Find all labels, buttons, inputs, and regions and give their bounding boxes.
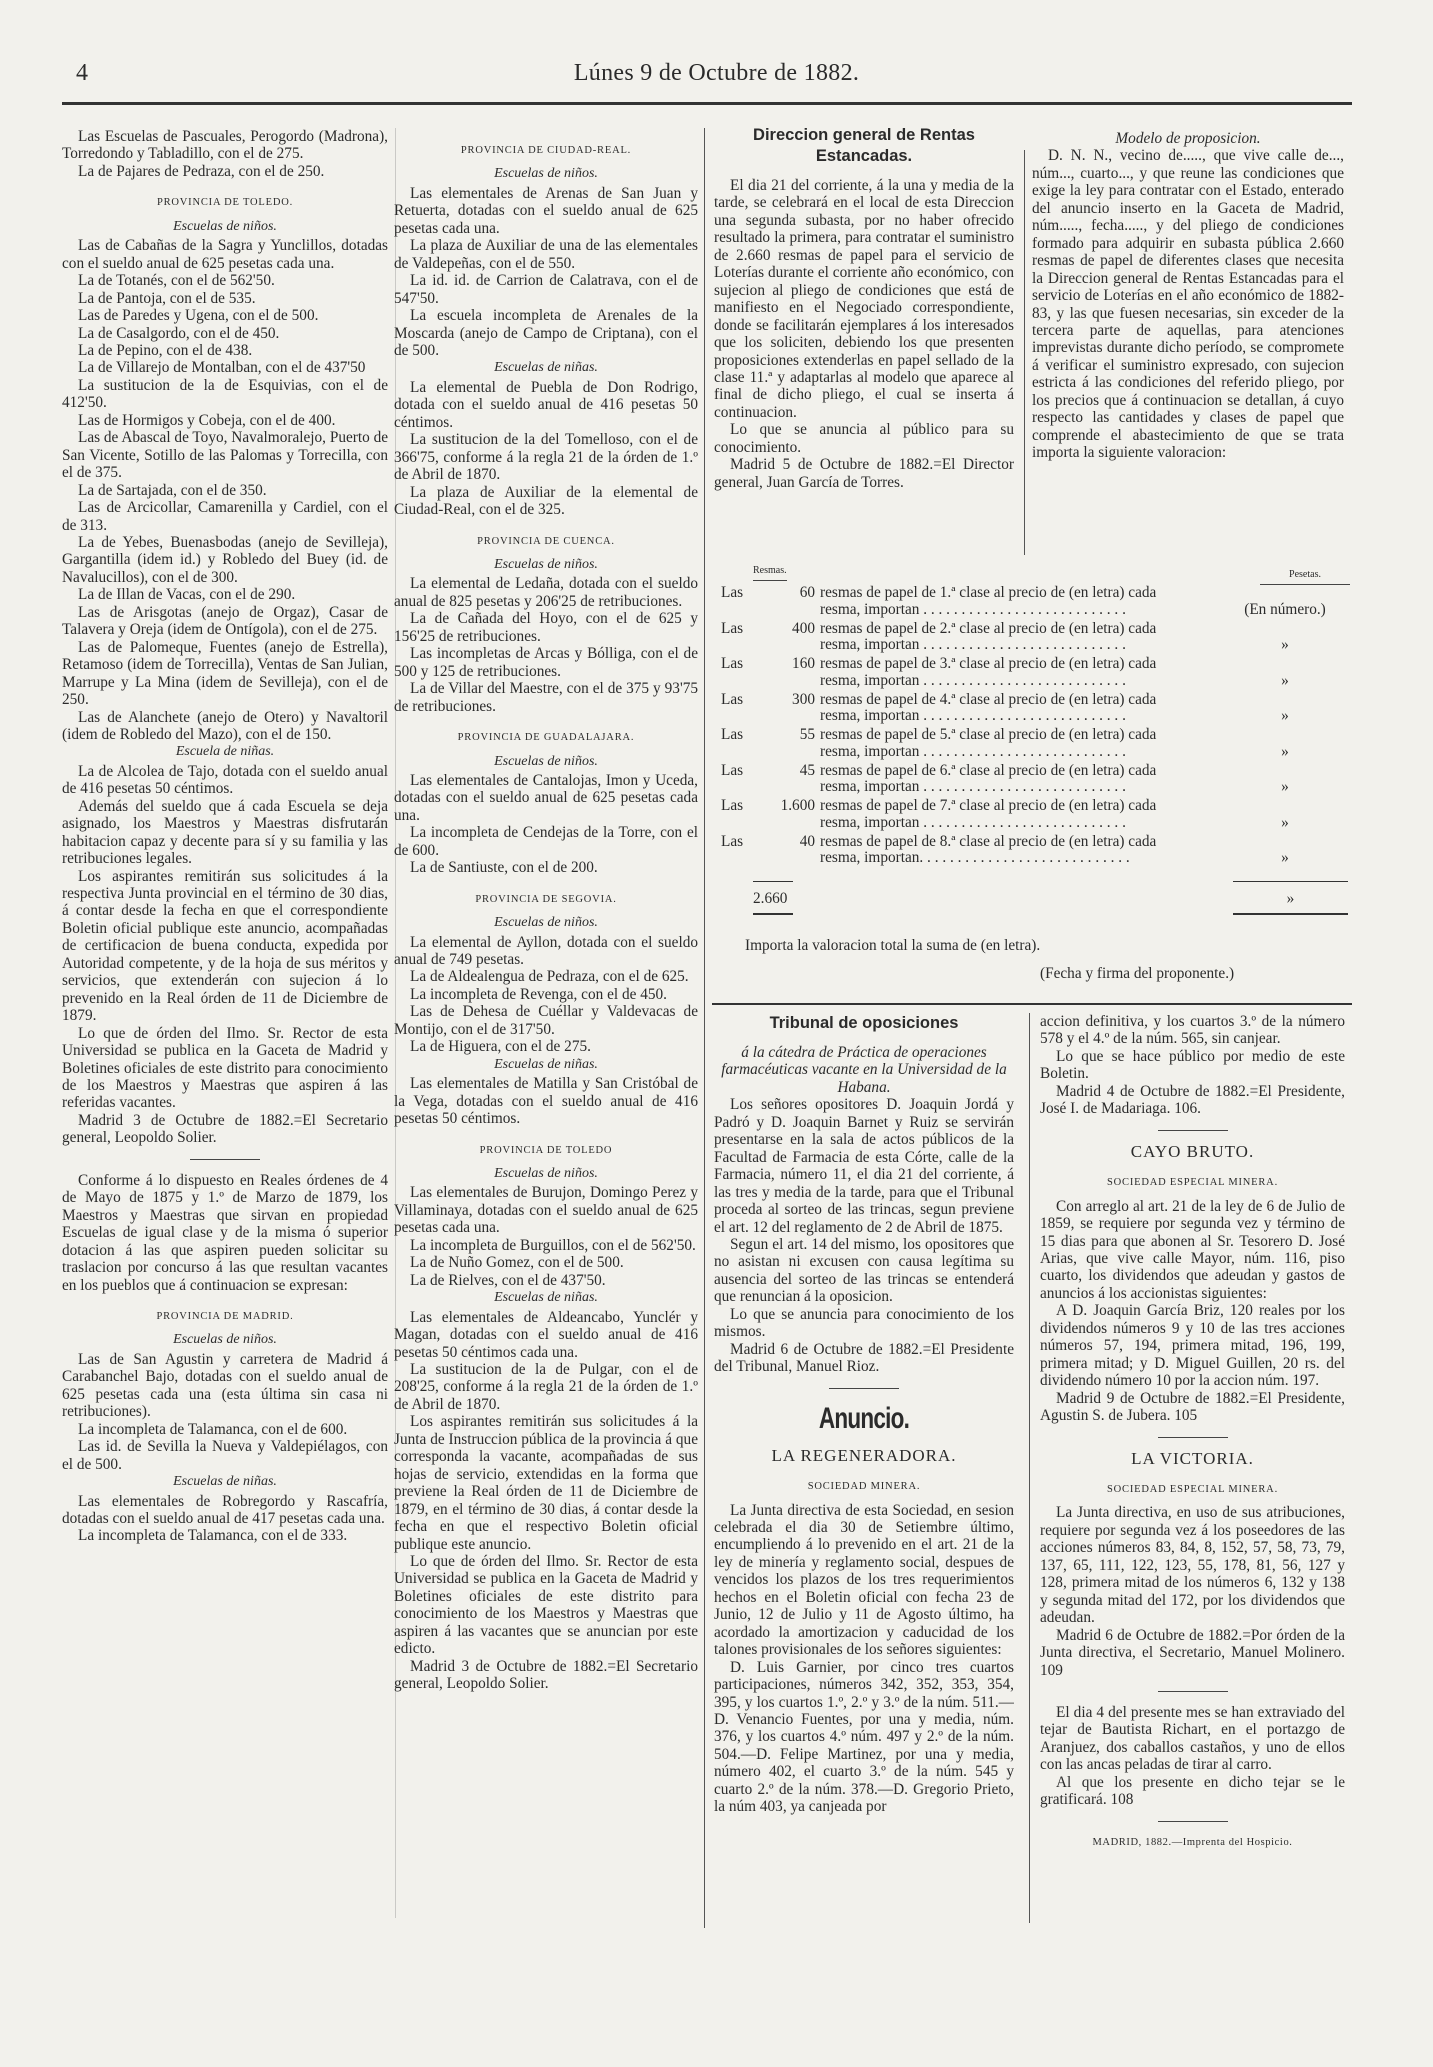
signature-line: (Fecha y firma del proponente.) <box>1040 965 1235 982</box>
paragraph: Madrid 3 de Octubre de 1882.=El Secretario general, Leopoldo Solier. <box>394 1657 698 1693</box>
row-las: Las <box>721 832 744 850</box>
row-qty: 40 <box>799 832 815 850</box>
row-amt: » <box>1281 671 1289 689</box>
paragraph: Las de Arcicollar, Camarenilla y Cardiel, con el de 313. <box>62 499 388 534</box>
paragraph: La de Nuño Gomez, con el de 500. <box>410 1254 624 1272</box>
paragraph: Las incompletas de Arcas y Bólliga, con el de 500 y 125 de retribuciones. <box>394 645 698 680</box>
paragraph: Los aspirantes remitirán sus solicitudes á la respectiva Junta provincial en el término de 30 dias, á contar desde la fecha en que el correspondiente Boletin oficial publique este anuncio, acompañadas de certificacion de buena conducta, expedida por Autoridad competente, y de la hoja de sus méritos y servicios, que extenderán con sujecion á lo prevenido en la Real órden de 11 de Diciembre de 1879. <box>62 867 388 1025</box>
section-heading: PROVINCIA DE CUENCA. <box>477 535 615 547</box>
section-heading: SOCIEDAD ESPECIAL MINERA. <box>1107 1483 1278 1495</box>
paragraph: La de Cañada del Hoyo, con el de 625 y 156'25 de retribuciones. <box>394 610 698 645</box>
valuation-table <box>715 563 1355 983</box>
total-rule <box>753 881 793 882</box>
notice-title: LA VICTORIA. <box>1131 1448 1254 1468</box>
row-desc2: resma, importan . . . . . . . . . . . . . . . . . . . . . . . . . . . <box>820 637 1126 654</box>
separator-rule <box>1158 1437 1228 1438</box>
paragraph: Madrid 5 de Octubre de 1882.=El Director general, Juan García de Torres. <box>714 456 1014 491</box>
row-desc2: resma, importan . . . . . . . . . . . . . . . . . . . . . . . . . . . <box>820 743 1126 760</box>
row-las: Las <box>721 690 744 708</box>
paragraph: La elemental de Ledaña, dotada con el sueldo anual de 825 pesetas y 206'25 de retribuciones. <box>394 575 698 610</box>
paragraph: Las id. de Sevilla la Nueva y Valdepiélagos, con el de 500. <box>62 1438 388 1473</box>
paragraph: Las elementales de Robregordo y Rascafría, dotadas con el sueldo anual de 417 pesetas cada una. <box>62 1492 388 1527</box>
separator-rule <box>1158 1821 1228 1822</box>
header-rule <box>62 102 1352 105</box>
notice-title: LA REGENERADORA. <box>771 1445 957 1465</box>
column-2 <box>394 128 698 1928</box>
paragraph: La de Higuera, con el de 275. <box>410 1038 591 1056</box>
row-desc2: resma, importan . . . . . . . . . . . . . . . . . . . . . . . . . . . <box>820 601 1126 618</box>
column-3-top <box>714 125 1014 555</box>
separator-rule <box>829 1388 899 1389</box>
row-amt: (En número.) <box>1244 600 1326 618</box>
issue-date-title: Lúnes 9 de Octubre de 1882. <box>573 60 860 86</box>
row-qty: 300 <box>792 690 815 708</box>
row-las: Las <box>721 761 744 779</box>
section-rule <box>712 1003 1352 1005</box>
column-4-bottom <box>1040 1013 1345 1933</box>
paragraph: Las de Hormigos y Cobeja, con el de 400. <box>78 411 336 429</box>
paragraph: La de Sartajada, con el de 350. <box>78 481 267 499</box>
paragraph: A D. Joaquin García Briz, 120 reales por los dividendos números 9 y 10 de las tres acciones números 57, 194, primera mitad, 196, 199, primera mitad; y D. Miguel Guillen, 20 rs. del dividendo número 10 por la accion núm. 197. <box>1040 1302 1345 1390</box>
paragraph: Las de Alanchete (anejo de Otero) y Navaltoril (idem de Robledo del Mazo), con el de 150. <box>62 708 388 743</box>
paragraph: La de Rielves, con el de 437'50. <box>410 1271 606 1289</box>
paragraph: Madrid 6 de Octubre de 1882.=El Presidente del Tribunal, Manuel Rioz. <box>714 1340 1014 1376</box>
paragraph: La de Alcolea de Tajo, dotada con el sueldo anual de 416 pesetas 50 céntimos. <box>62 762 388 798</box>
paragraph: La Junta directiva, en uso de sus atribuciones, requiere por segunda vez á los poseedores de las acciones números 83, 84, 8, 152, 57, 58, 73, 79, 137, 65, 111, 122, 123, 55, 178, 81, 56, 127 y 128, primera mitad de los números 6, 132 y 138 y segunda mitad del 172, por los dividendos que adeudan. <box>1040 1504 1345 1627</box>
paragraph: Lo que se anuncia para conocimiento de los mismos. <box>714 1305 1014 1341</box>
row-desc: resmas de papel de 1.ª clase al precio de (en letra) cada <box>820 584 1157 601</box>
notice-subtitle: á la cátedra de Práctica de operaciones farmacéuticas vacante en la Universidad de la Habana. <box>721 1044 1007 1096</box>
row-las: Las <box>721 726 744 743</box>
row-desc: resmas de papel de 8.ª clase al precio de (en letra) cada <box>820 832 1157 850</box>
column-divider <box>704 128 705 1928</box>
paragraph: Las elementales de Matilla y San Cristóbal de la Vega, dotadas con el sueldo anual de 416 pesetas 50 céntimos. <box>394 1075 698 1128</box>
section-heading: SOCIEDAD ESPECIAL MINERA. <box>1107 1177 1278 1189</box>
paragraph: La de Pantoja, con el de 535. <box>78 289 256 307</box>
total-text: Importa la valoracion total la suma de (en letra). <box>745 937 1041 954</box>
paragraph: La Junta directiva de esta Sociedad, en sesion celebrada el dia 30 de Setiembre último, encumpliendo á lo prevenido en el art. 21 de la ley de minería y reglamento social, despues de vencidos los plazos de los tres requerimientos hechos en el Boletin oficial con fecha 23 de Junio, 12 de Julio y 11 de Agosto último, ha acordado la amortizacion y caducidad de los talones provisionales de los señores siguientes: <box>714 1501 1014 1659</box>
subheading: Escuelas de niños. <box>173 1332 277 1348</box>
page-number: 4 <box>76 60 88 86</box>
section-heading: PROVINCIA DE MADRID. <box>156 1311 294 1322</box>
paragraph: Lo que se hace público por medio de este Boletin. <box>1040 1047 1345 1083</box>
paragraph: La sustitucion de la de Esquivias, con el de 412'50. <box>62 376 388 412</box>
paragraph: La elemental de Ayllon, dotada con el sueldo anual de 749 pesetas. <box>394 933 698 969</box>
paragraph: Las elementales de Cantalojas, Imon y Uceda, dotadas con el sueldo anual de 625 pesetas cada una. <box>394 771 698 824</box>
paragraph: Las de Cabañas de la Sagra y Yunclillos, dotadas con el sueldo anual de 625 pesetas cada una. <box>62 237 388 272</box>
paragraph: Las de Arisgotas (anejo de Orgaz), Casar de Talavera y Oreja (idem de Ontígola), con el de 275. <box>62 603 388 639</box>
notice-title: Direccion general de Rentas Estancadas. <box>753 126 975 165</box>
separator-rule <box>1158 1691 1228 1692</box>
total-amount: » <box>1286 890 1295 907</box>
paragraph: La plaza de Auxiliar de la elemental de Ciudad-Real, con el de 325. <box>394 483 698 519</box>
section-heading: SOCIEDAD MINERA. <box>807 1481 921 1493</box>
separator-rule <box>190 1159 260 1160</box>
row-amt: » <box>1281 707 1289 725</box>
paragraph: La elemental de Puebla de Don Rodrigo, dotada con el sueldo anual de 416 pesetas 50 céntimos. <box>394 378 698 431</box>
row-qty: 160 <box>792 655 815 672</box>
subheading: Escuelas de niñas. <box>494 1056 598 1072</box>
paragraph: Las de Palomeque, Fuentes (anejo de Estrella), Retamoso (idem de Torrecilla), Ventas de San Julian, Marrupe y La Mina (idem de Sevilleja), con el de 250. <box>62 638 388 709</box>
amount-rule <box>1233 881 1348 882</box>
paragraph: Las de Paredes y Ugena, con el de 500. <box>78 307 319 325</box>
paragraph: D. N. N., vecino de....., que vive calle de..., núm..., cuarto..., y que reune las condiciones que exige la ley para contratar con el Estado, enterado del anuncio inserto en la Gaceta de Madrid, núm....., fecha....., y del pliego de condiciones formado para adquirir en subasta pública 2.660 resmas de papel de diferentes clases que necesita la Direccion general de Rentas Estancadas para el servicio de Loterías en el año económico de 1882-83, y las que fuesen necesarias, sin exceder de la tercera parte de aquellas, para atenciones imprevistas durante dicho período, se compromete á verificar el suministro expresado, con sujecion estricta á las condiciones del referido pliego, por los precios que á continuacion se detallan, á cuyo respecto las cantidades y clases de papel que comprende el abastecimiento de que se trata importa la siguiente valoracion: <box>1032 147 1344 462</box>
paragraph: Las elementales de Burujon, Domingo Perez y Villaminaya, dotadas con el sueldo anual de 625 pesetas cada una. <box>394 1184 698 1237</box>
paragraph: Lo que de órden del Ilmo. Sr. Rector de esta Universidad se publica en la Gaceta de Madrid y Boletines oficiales de este distrito para conocimiento de los Maestros y Maestras que aspiren á las vacantes que se anuncian por este edicto. <box>394 1552 698 1658</box>
section-heading: PROVINCIA DE CIUDAD-REAL. <box>460 145 632 156</box>
paragraph: La escuela incompleta de Arenales de la Moscarda (anejo de Campo de Criptana), con el de 500. <box>394 307 698 359</box>
subheading: Escuelas de niños. <box>494 166 598 182</box>
subheading: Escuelas de niñas. <box>494 1290 598 1306</box>
paragraph: La de Casalgordo, con el de 450. <box>78 324 280 342</box>
row-desc: resmas de papel de 7.ª clase al precio de (en letra) cada <box>820 797 1157 814</box>
subheading: Escuelas de niñas. <box>173 1474 277 1490</box>
pesetas-header: Pesetas. <box>1260 567 1350 585</box>
paragraph: Además del sueldo que á cada Escuela se deja asignado, los Maestros y Maestras disfrutarán habitacion capaz y decente para sí y su familia y las retribuciones legales. <box>62 797 388 868</box>
row-desc2: resma, importan . . . . . . . . . . . . . . . . . . . . . . . . . . . <box>820 779 1126 796</box>
paragraph: Las de San Agustin y carretera de Madrid á Carabanchel Bajo, dotadas con el sueldo anual de 625 pesetas cada una (esta última sin casa ni retribuciones). <box>62 1350 388 1421</box>
paragraph: Con arreglo al art. 21 de la ley de 6 de Julio de 1859, se requiere por segunda vez y término de 15 dias para que abonen al Sr. Tesorero D. José Arias, que vive calle Mayor, núm. 116, piso cuarto, los dividendos que adeudan y gastos de anuncios á los accionistas siguientes: <box>1040 1197 1345 1302</box>
paragraph: Conforme á lo dispuesto en Reales órdenes de 4 de Mayo de 1875 y 1.º de Marzo de 1879, los Maestros y Maestras que sirvan en propiedad Escuelas de igual clase y de la misma ó superior dotacion á las que aspiren pueden solicitar su traslacion por concurso á las que resultan vacantes en los pueblos que á continuacion se expresan: <box>62 1171 388 1294</box>
column-divider <box>1024 150 1025 555</box>
row-desc2: resma, importan . . . . . . . . . . . . . . . . . . . . . . . . . . . <box>820 708 1126 725</box>
paragraph: La de Santiuste, con el de 200. <box>410 859 598 877</box>
row-las: Las <box>721 584 744 601</box>
subheading: Escuelas de niños. <box>494 753 598 769</box>
subheading: Escuelas de niños. <box>494 1166 598 1182</box>
row-qty: 60 <box>799 584 815 601</box>
row-desc2: resma, importan . . . . . . . . . . . . . . . . . . . . . . . . . . . <box>820 814 1126 831</box>
paragraph: La incompleta de Revenga, con el de 450. <box>410 985 667 1003</box>
paragraph: La de Villarejo de Montalban, con el de 437'50 <box>78 359 366 377</box>
column-4-top <box>1032 130 1344 560</box>
row-desc2: resma, importan . . . . . . . . . . . . . . . . . . . . . . . . . . . <box>820 672 1126 689</box>
row-desc: resmas de papel de 4.ª clase al precio de (en letra) cada <box>820 690 1157 708</box>
row-amt: » <box>1281 849 1289 867</box>
column-1 <box>62 128 388 1928</box>
paragraph: La plaza de Auxiliar de una de las elementales de Valdepeñas, con el de 550. <box>394 237 698 272</box>
row-desc: resmas de papel de 3.ª clase al precio de (en letra) cada <box>820 655 1157 672</box>
row-qty: 400 <box>792 619 815 637</box>
row-las: Las <box>721 797 744 814</box>
paragraph: La de Villar del Maestre, con el de 375 y 93'75 de retribuciones. <box>394 680 698 715</box>
subheading: Escuela de niñas. <box>175 744 275 760</box>
paragraph: La de Pajares de Pedraza, con el de 250. <box>78 162 325 180</box>
paragraph: D. Luis Garnier, por cinco tres cuartos participaciones, números 342, 352, 353, 354, 395, y los cuartos 1.º, 2.º y 3.º de la núm. 511.—D. Venancio Fuentes, por una y media, núm. 376, y los cuartos 4.º núm. 497 y 2.º de la núm. 504.—D. Felipe Martinez, por una y media, número 402, el cuarto 3.º de la núm. 545 y cuarto 2.º de la núm. 378.—D. Gregorio Prieto, la núm 403, ya canjeada por <box>714 1658 1014 1816</box>
row-desc: resmas de papel de 2.ª clase al precio de (en letra) cada <box>820 619 1157 637</box>
paragraph: La id. id. de Carrion de Calatrava, con el de 547'50. <box>394 272 698 307</box>
paragraph: El dia 4 del presente mes se han extraviado del tejar de Bautista Richart, en el portazgo de Aranjuez, dos caballos castaños, y uno de ellos con las ancas peladas de tirar al carro. <box>1040 1703 1345 1774</box>
row-qty: 45 <box>799 761 815 779</box>
announcement-banner: Anuncio. <box>818 1401 910 1435</box>
paragraph: La de Yebes, Buenasbodas (anejo de Sevilleja), Gargantilla (idem id.) y Robledo del Buey (id. de Navalucillos), con el de 300. <box>62 533 388 586</box>
row-amt: » <box>1281 742 1289 760</box>
paragraph: La sustitucion de la de Pulgar, con el de 208'25, conforme á la regla 21 de la órden de 1.º de Abril de 1870. <box>394 1361 698 1413</box>
resmas-header: Resmas. <box>753 563 787 581</box>
row-las: Las <box>721 619 744 637</box>
notice-title: Tribunal de oposiciones <box>769 1014 959 1032</box>
row-las: Las <box>721 655 744 672</box>
paragraph: Madrid 9 de Octubre de 1882.=El Presidente, Agustin S. de Jubera. 105 <box>1040 1389 1345 1425</box>
section-heading: PROVINCIA DE TOLEDO. <box>156 197 294 209</box>
paragraph: Las elementales de Aldeancabo, Yunclér y Magan, dotadas con el sueldo anual de 416 pesetas 50 céntimos cada una. <box>394 1308 698 1361</box>
paragraph: La de Pepino, con el de 438. <box>78 341 253 359</box>
paragraph: Madrid 3 de Octubre de 1882.=El Secretario general, Leopoldo Solier. <box>62 1111 388 1147</box>
subheading: Escuelas de niños. <box>494 556 598 572</box>
row-amt: » <box>1281 813 1289 831</box>
row-desc: resmas de papel de 5.ª clase al precio de (en letra) cada <box>820 726 1157 743</box>
column-3-bottom <box>714 1013 1014 1928</box>
paragraph: Las elementales de Arenas de San Juan y Retuerta, dotadas con el sueldo anual de 625 pesetas cada una. <box>394 184 698 237</box>
paragraph: La incompleta de Burguillos, con el de 562'50. <box>410 1236 696 1254</box>
row-qty: 55 <box>799 726 815 743</box>
paragraph: Segun el art. 14 del mismo, los opositores que no asistan ni excusen con causa legítima su ausencia del sorteo de las trincas se entenderá que renuncian á la oposicion. <box>714 1235 1014 1306</box>
section-heading: PROVINCIA DE GUADALAJARA. <box>457 732 635 744</box>
paragraph: La de Aldealengua de Pedraza, con el de 625. <box>410 968 689 986</box>
row-desc: resmas de papel de 6.ª clase al precio de (en letra) cada <box>820 761 1157 779</box>
paragraph: Lo que se anuncia al público para su conocimiento. <box>714 421 1014 456</box>
section-heading: PROVINCIA DE SEGOVIA. <box>475 893 617 905</box>
paragraph: Las Escuelas de Pascuales, Perogordo (Madrona), Torredondo y Tabladillo, con el de 275. <box>62 128 388 163</box>
notice-subtitle: Modelo de proposicion. <box>1115 130 1261 147</box>
paragraph: La incompleta de Talamanca, con el de 600. <box>78 1420 348 1438</box>
paragraph: La sustitucion de la del Tomelloso, con el de 366'75, conforme á la regla 21 de la órden de 1.º de Abril de 1870. <box>394 431 698 484</box>
paragraph: La de Totanés, con el de 562'50. <box>78 272 275 290</box>
total-quantity: 2.660 <box>753 890 788 907</box>
paragraph: Las de Abascal de Toyo, Navalmoralejo, Puerto de San Vicente, Sotillo de las Palomas y Torrecilla, con el de 375. <box>62 429 388 482</box>
paragraph: Madrid 6 de Octubre de 1882.=Por órden de la Junta directiva, el Secretario, Manuel Molinero. 109 <box>1040 1626 1345 1679</box>
paragraph: La incompleta de Cendejas de la Torre, con el de 600. <box>394 824 698 859</box>
paragraph: Lo que de órden del Ilmo. Sr. Rector de esta Universidad se publica en la Gaceta de Madrid y Boletines oficiales de este distrito para conocimiento de los Maestros y Maestras que aspiren á las referidas vacantes. <box>62 1024 388 1112</box>
paragraph: Los señores opositores D. Joaquin Jordá y Padró y D. Joaquin Barnet y Ruiz se servirán presentarse en la sala de actos públicos de la Facultad de Farmacia de esta Córte, calle de la Farmacia, número 11, el dia 21 del corriente, á las tres y media de la tarde, para que el Tribunal proceda al sorteo de las trincas, segun previene el art. 12 del reglamento de 2 de Abril de 1875. <box>714 1096 1014 1236</box>
subheading: Escuelas de niñas. <box>494 360 598 376</box>
subheading: Escuelas de niños. <box>494 915 598 931</box>
row-amt: » <box>1281 778 1289 796</box>
column-divider <box>1029 1013 1030 1923</box>
paragraph: Los aspirantes remitirán sus solicitudes á la Junta de Instruccion pública de la provincia á que corresponda la vacante, acompañadas de sus hojas de servicio, extendidas en la forma que previene la Real órden de 11 de Diciembre de 1879, en el término de 30 dias, á contar desde la fecha en que el respectivo Boletin oficial publique este anuncio. <box>394 1413 698 1553</box>
section-heading: PROVINCIA DE TOLEDO <box>479 1144 613 1156</box>
paragraph: La incompleta de Talamanca, con el de 333. <box>78 1527 348 1545</box>
paragraph: El dia 21 del corriente, á la una y media de la tarde, se celebrará en el local de esta Direccion una segunda subasta, por no haber ofrecido resultado la primera, para contratar el suministro de 2.660 resmas de papel para el servicio de Loterías durante el corriente año económico, con sujecion al pliego de condiciones que está de manifiesto en el Negociado correspondiente, donde se facilitarán ejemplares á los interesados que los soliciten, debiendo los que presenten proposiciones extenderlas en papel sellado de la clase 11.ª y adaptarlas al modelo que aparece al final de dicho pliego, el cual se inserta á continuacion. <box>714 177 1014 421</box>
paragraph: La de Illan de Vacas, con el de 290. <box>78 586 296 604</box>
notice-title: CAYO BRUTO. <box>1130 1141 1255 1161</box>
subheading: Escuelas de niños. <box>173 218 277 234</box>
amount-rule <box>1233 913 1348 915</box>
row-qty: 1.600 <box>780 797 815 814</box>
paragraph: Las de Dehesa de Cuéllar y Valdevacas de Montijo, con el de 317'50. <box>394 1003 698 1038</box>
paragraph: Al que los presente en dicho tejar se le gratificará. 108 <box>1040 1773 1345 1809</box>
separator-rule <box>1158 1130 1228 1131</box>
paragraph: accion definitiva, y los cuartos 3.º de la número 578 y el 4.º de la núm. 565, sin canjear. <box>1040 1013 1345 1048</box>
printer-footer: MADRID, 1882.—Imprenta del Hospicio. <box>1092 1836 1293 1848</box>
total-rule <box>753 913 793 915</box>
row-desc2: resma, importan. . . . . . . . . . . . . . . . . . . . . . . . . . . . <box>820 850 1130 867</box>
row-amt: » <box>1281 636 1289 654</box>
paragraph: Madrid 4 de Octubre de 1882.=El Presidente, José I. de Madariaga. 106. <box>1040 1082 1345 1118</box>
